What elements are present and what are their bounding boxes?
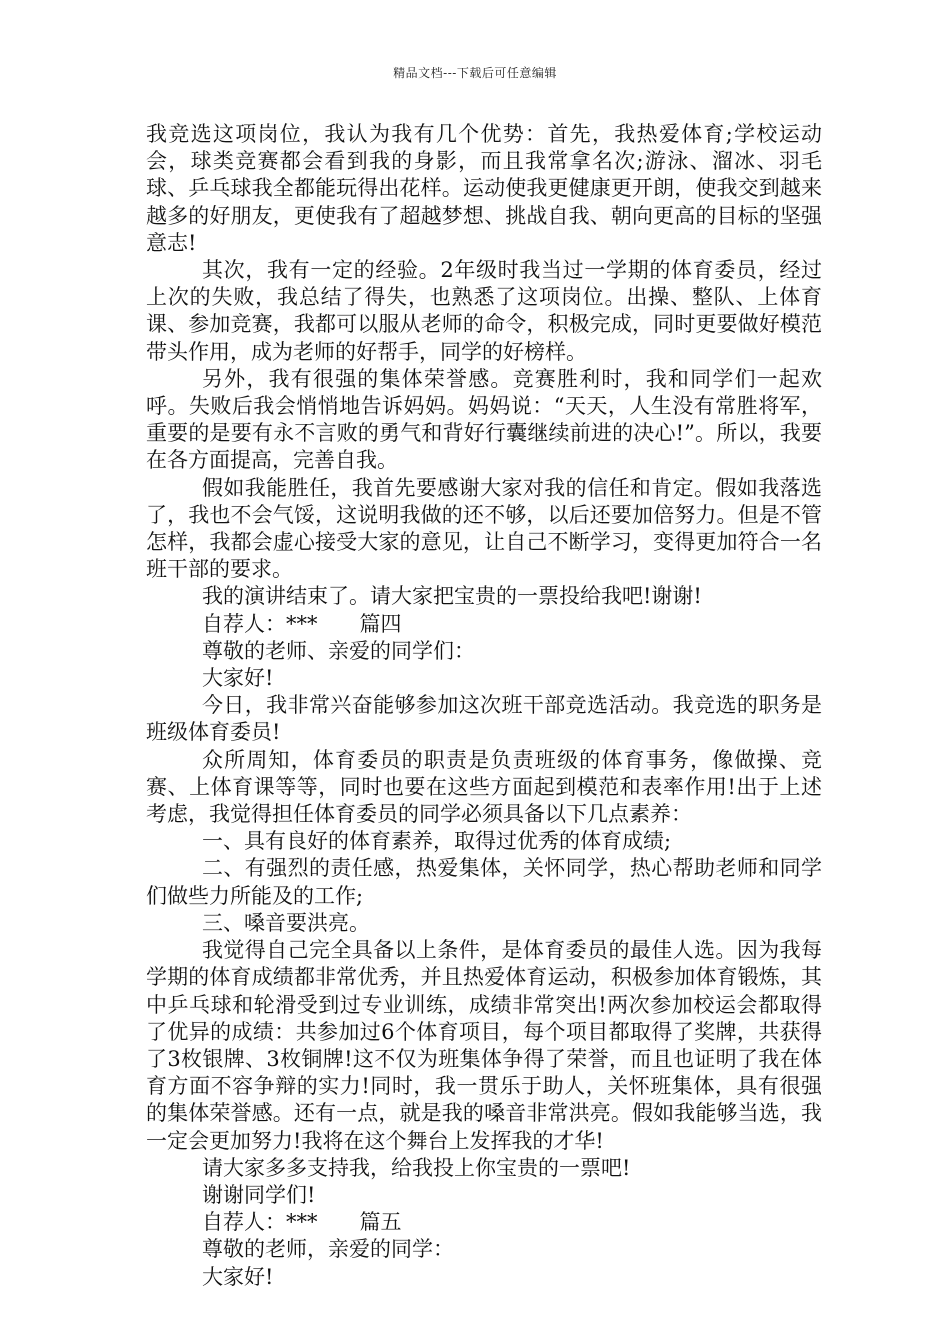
- salutation: 尊敬的老师、亲爱的同学们：: [202, 638, 475, 663]
- paragraph: 我的演讲结束了。请大家把宝贵的一票投给我吧!谢谢!: [202, 584, 702, 609]
- list-item: 三、嗓音要洪亮。: [202, 910, 370, 935]
- paragraph: 我觉得自己完全具备以上条件，是体育委员的最佳人选。因为我每学期的体育成绩都非常优秀，并且热爱体育运动，积极参加体育锻炼，其中乒乓球和轮滑受到过专业训练，成绩非常突出!两次参加校运会都取得了优异的成绩：共参加过6个体育项目，每个项目都取得了奖牌，共获得了3枚银牌、3枚铜牌!这不仅为班集体争得了荣誉，而且也证明了我在体育方面不容争辩的实力!同时，我一贯乐于助人，关怀班集体，具有很强的集体荣誉感。还有一点，就是我的嗓音非常洪亮。假如我能够当选，我一定会更加努力!我将在这个舞台上发挥我的才华!: [146, 938, 822, 1153]
- paragraph: 众所周知，体育委员的职责是负责班级的体育事务，像做操、竞赛、上体育课等等，同时也要在这些方面起到模范和表率作用!出于上述考虑，我觉得担任体育委员的同学必须具备以下几点素养：: [146, 747, 822, 827]
- greeting: 大家好!: [202, 1264, 274, 1289]
- document-body: [146, 121, 822, 1291]
- page-header: 精品文档---下载后可任意编辑: [393, 66, 557, 80]
- signature-line: 自荐人：*** 篇四: [202, 611, 402, 636]
- paragraph: 谢谢同学们!: [202, 1182, 316, 1207]
- paragraph: 请大家多多支持我，给我投上你宝贵的一票吧!: [202, 1155, 631, 1180]
- greeting: 大家好!: [202, 666, 274, 691]
- paragraph: 另外，我有很强的集体荣誉感。竞赛胜利时，我和同学们一起欢呼。失败后我会悄悄地告诉妈妈。妈妈说：“天天，人生没有常胜将军，重要的是要有永不言败的勇气和背好行囊继续前进的决心!”。所以，我要在各方面提高，完善自我。: [146, 366, 822, 473]
- salutation: 尊敬的老师，亲爱的同学：: [202, 1237, 454, 1262]
- signature-line: 自荐人：*** 篇五: [202, 1210, 402, 1235]
- paragraph: 我竞选这项岗位，我认为我有几个优势：首先，我热爱体育;学校运动会，球类竞赛都会看到我的身影，而且我常拿名次;游泳、溜冰、羽毛球、乒乓球我全都能玩得出花样。运动使我更健康更开朗，使我交到越来越多的好朋友，更使我有了超越梦想、挑战自我、朝向更高的目标的坚强意志!: [146, 122, 822, 255]
- paragraph: 假如我能胜任，我首先要感谢大家对我的信任和肯定。假如我落选了，我也不会气馁，这说明我做的还不够，以后还要加倍努力。但是不管怎样，我都会虚心接受大家的意见，让自己不断学习，变得更加符合一名班干部的要求。: [146, 475, 822, 582]
- paragraph: 其次，我有一定的经验。2年级时我当过一学期的体育委员，经过上次的失败，我总结了得失，也熟悉了这项岗位。出操、整队、上体育课、参加竞赛，我都可以服从老师的命令，积极完成，同时更要做好模范带头作用，成为老师的好帮手，同学的好榜样。: [146, 258, 822, 364]
- list-item: 一、具有良好的体育素养，取得过优秀的体育成绩;: [202, 829, 672, 854]
- list-item: 二、有强烈的责任感，热爱集体，关怀同学，热心帮助老师和同学们做些力所能及的工作;: [146, 856, 822, 908]
- paragraph: 今日，我非常兴奋能够参加这次班干部竞选活动。我竞选的职务是班级体育委员!: [146, 693, 822, 745]
